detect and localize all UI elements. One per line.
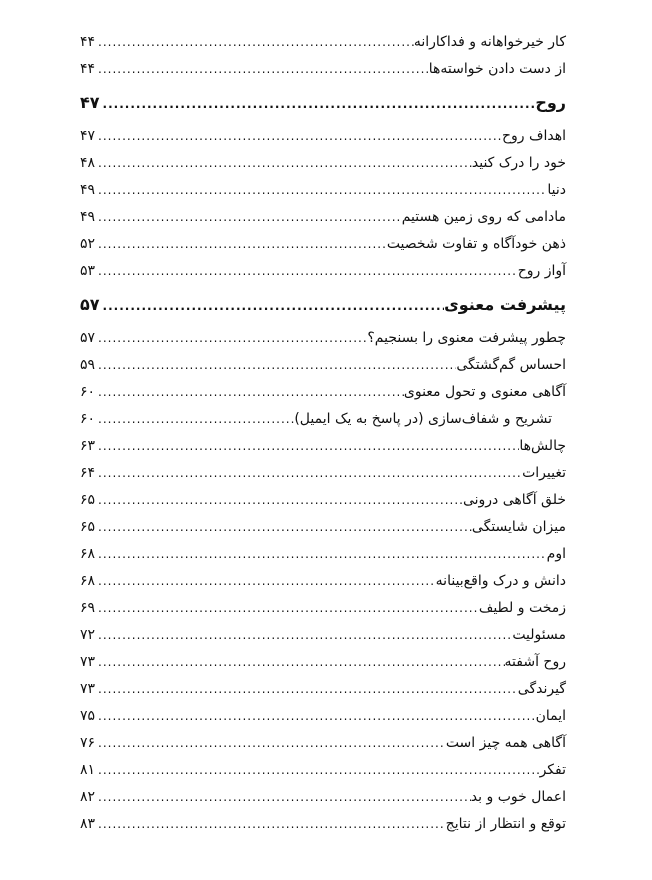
toc-entry[interactable] <box>80 519 566 546</box>
dot-leader <box>95 62 429 76</box>
toc-entry-title: احساس گم‌گشتگی <box>456 357 566 373</box>
toc-entry-title: مادامی که روی زمین هستیم <box>401 209 566 225</box>
toc-entry-title: آگاهی معنوی و تحول معنوی <box>403 384 566 400</box>
dot-leader <box>95 385 404 399</box>
toc-entry-title: کار خیرخواهانه و فداکارانه <box>413 34 566 50</box>
toc-entry[interactable] <box>80 735 566 762</box>
toc-entry-page: ۷۳ <box>80 681 96 697</box>
toc-entry-page: ۵۲ <box>80 236 96 252</box>
toc-entry[interactable] <box>80 681 566 708</box>
toc-entry-title: ذهن خودآگاه و تفاوت شخصیت <box>386 236 566 252</box>
toc-entry-page: ۶۰ <box>80 411 96 427</box>
dot-leader <box>95 628 512 642</box>
dot-leader <box>95 129 502 143</box>
dot-leader <box>95 736 446 750</box>
toc-entry-title: از دست دادن خواسته‌ها <box>428 61 566 77</box>
toc-entry[interactable] <box>80 357 566 384</box>
dot-leader <box>95 655 505 669</box>
toc-entry[interactable] <box>80 708 566 735</box>
toc-section-page: ۴۷ <box>80 93 100 112</box>
toc-entry[interactable] <box>80 600 566 627</box>
toc-entry[interactable] <box>80 155 566 182</box>
toc-entry-title: دانش و درک واقع‌بینانه <box>435 573 566 589</box>
dot-leader <box>95 412 294 426</box>
dot-leader <box>95 358 456 372</box>
toc-entry[interactable] <box>80 438 566 465</box>
toc-entry-title: گیرندگی <box>517 681 566 697</box>
toc-section-page: ۵۷ <box>80 295 100 314</box>
toc-entry-title: تفکر <box>539 762 566 778</box>
toc-entry-title: خود را درک کنید <box>471 155 566 171</box>
toc-entry-page: ۴۸ <box>80 155 96 171</box>
toc-entry[interactable] <box>80 654 566 681</box>
toc-entry-title: خلق آگاهی درونی <box>462 492 566 508</box>
toc-entry-title: اعمال خوب و بد <box>470 789 566 805</box>
table-of-contents <box>80 34 566 843</box>
dot-leader <box>95 574 436 588</box>
dot-leader <box>95 790 471 804</box>
toc-entry-page: ۷۲ <box>80 627 96 643</box>
toc-entry-title: ایمان <box>535 708 566 724</box>
toc-entry-page: ۶۵ <box>80 492 96 508</box>
dot-leader <box>95 183 547 197</box>
dot-leader <box>95 601 479 615</box>
toc-entry-title: چطور پیشرفت معنوی را بسنجیم؟ <box>367 330 566 346</box>
toc-entry[interactable] <box>80 789 566 816</box>
toc-entry-title: تغییرات <box>522 465 566 481</box>
toc-entry[interactable] <box>80 384 566 411</box>
toc-entry[interactable] <box>80 762 566 789</box>
toc-entry[interactable] <box>80 492 566 519</box>
toc-entry-page: ۶۳ <box>80 438 96 454</box>
toc-subentry[interactable] <box>80 411 566 438</box>
toc-entry-page: ۶۰ <box>80 384 96 400</box>
dot-leader <box>95 210 402 224</box>
toc-entry[interactable] <box>80 465 566 492</box>
toc-entry[interactable] <box>80 627 566 654</box>
toc-entry-title: میزان شایستگی <box>471 519 566 535</box>
toc-entry[interactable] <box>80 546 566 573</box>
toc-section-title: روح <box>535 93 566 112</box>
toc-entry-page: ۴۹ <box>80 209 96 225</box>
toc-entry-page: ۷۵ <box>80 708 96 724</box>
toc-entry-page: ۴۴ <box>80 34 96 50</box>
toc-entry-title: روح آشفته <box>504 654 566 670</box>
dot-leader <box>95 763 540 777</box>
dot-leader <box>95 547 547 561</box>
toc-entry-title: زمخت و لطیف <box>478 600 566 616</box>
toc-entry[interactable] <box>80 128 566 155</box>
toc-entry-page: ۵۳ <box>80 263 96 279</box>
toc-entry[interactable] <box>80 236 566 263</box>
dot-leader <box>95 156 472 170</box>
toc-entry-page: ۶۴ <box>80 465 96 481</box>
toc-entry[interactable] <box>80 34 566 61</box>
toc-entry-title: مسئولیت <box>512 627 566 643</box>
toc-entry-page: ۸۱ <box>80 762 96 778</box>
dot-leader <box>95 682 518 696</box>
toc-entry-page: ۴۴ <box>80 61 96 77</box>
toc-entry[interactable] <box>80 182 566 209</box>
dot-leader <box>95 237 387 251</box>
toc-entry-title: دنیا <box>547 182 566 198</box>
dot-leader <box>95 331 367 345</box>
dot-leader <box>95 493 463 507</box>
toc-entry-title: آواز روح <box>517 263 566 279</box>
toc-entry-page: ۷۳ <box>80 654 96 670</box>
toc-section-heading[interactable] <box>80 295 566 323</box>
dot-leader <box>100 299 445 313</box>
dot-leader <box>95 35 414 49</box>
toc-entry-title: اهداف روح <box>501 128 566 144</box>
toc-entry[interactable] <box>80 61 566 88</box>
toc-entry-page: ۶۵ <box>80 519 96 535</box>
dot-leader <box>95 439 519 453</box>
toc-entry-page: ۶۹ <box>80 600 96 616</box>
toc-entry-title: آگاهی همه چیز است <box>445 735 566 751</box>
toc-entry-page: ۸۳ <box>80 816 96 832</box>
toc-entry-title: اوم <box>546 546 566 562</box>
toc-entry[interactable] <box>80 816 566 843</box>
toc-entry[interactable] <box>80 263 566 290</box>
toc-entry-title: تشریح و شفاف‌سازی (در پاسخ به یک ایمیل) <box>294 411 552 427</box>
toc-entry-title: چالش‌ها <box>519 438 566 454</box>
toc-section-title: پیشرفت معنوی <box>444 295 566 314</box>
toc-entry-page: ۵۷ <box>80 330 96 346</box>
toc-section-heading[interactable] <box>80 93 566 121</box>
toc-entry[interactable] <box>80 209 566 236</box>
toc-entry-page: ۶۸ <box>80 546 96 562</box>
toc-entry-page: ۴۷ <box>80 128 96 144</box>
toc-entry[interactable] <box>80 330 566 357</box>
dot-leader <box>100 97 536 111</box>
dot-leader <box>95 264 518 278</box>
toc-entry-title: توقع و انتظار از نتایج <box>445 816 566 832</box>
toc-entry-page: ۶۸ <box>80 573 96 589</box>
toc-entry-page: ۵۹ <box>80 357 96 373</box>
toc-entry-page: ۸۲ <box>80 789 96 805</box>
dot-leader <box>95 520 472 534</box>
dot-leader <box>95 817 446 831</box>
dot-leader <box>95 466 522 480</box>
dot-leader <box>95 709 536 723</box>
toc-entry-page: ۷۶ <box>80 735 96 751</box>
toc-entry-page: ۴۹ <box>80 182 96 198</box>
toc-entry[interactable] <box>80 573 566 600</box>
